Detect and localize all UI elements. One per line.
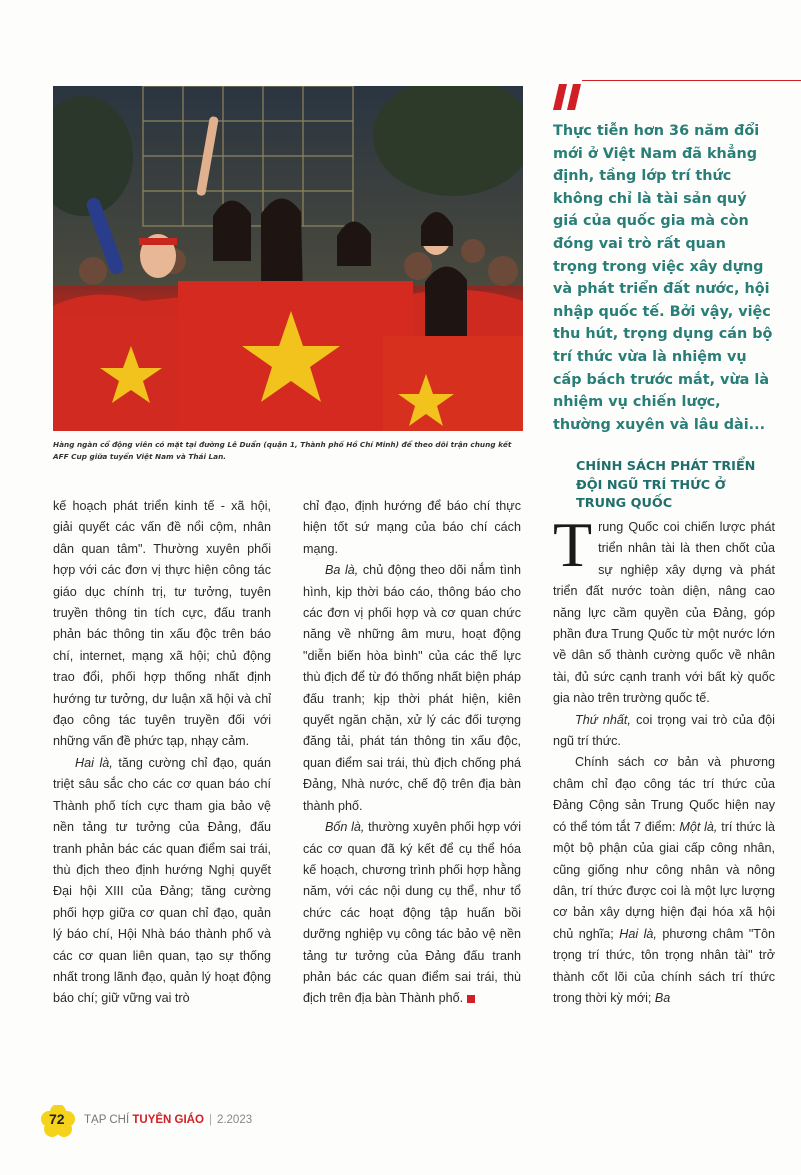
- lead-in: Ba là,: [325, 563, 359, 578]
- paragraph: [53, 753, 271, 1010]
- quote-mark-icon: [553, 84, 583, 110]
- paragraph-text: thường xuyên phối hợp với các cơ quan đã ký kết để cụ thể hóa kế hoạch, chương trình phối hợp hằng năm, với các nội dung cụ thể, như tổ chức các hoạt động tập huấn bồi dưỡng nghiệp vụ công tác bảo vệ nền tảng tư tưởng của Đảng đấu tranh phản bác các quan điểm sai trái, thù địch trên địa bàn Thành phố.: [303, 820, 521, 1006]
- issue-number: 2.2023: [216, 1114, 253, 1126]
- section-heading: CHÍNH SÁCH PHÁT TRIỂN ĐỘI NGŨ TRÍ THỨC Ở TRUNG QUỐC: [576, 459, 756, 511]
- article-column-3: [553, 509, 776, 1009]
- paragraph: [303, 560, 521, 817]
- magazine-name: [84, 1114, 252, 1126]
- article-column-1: [53, 496, 271, 1010]
- article-photo: [53, 86, 523, 431]
- lead-in: Hai là,: [75, 755, 113, 770]
- paragraph: [303, 817, 521, 1010]
- lead-in: Một là,: [679, 819, 718, 834]
- separator: |: [208, 1114, 212, 1126]
- end-of-article-mark: [467, 995, 475, 1003]
- page-number: 72: [49, 1111, 65, 1127]
- drop-cap: T: [553, 509, 593, 580]
- lead-in: Hai là,: [619, 926, 657, 941]
- pull-quote: Thực tiễn hơn 36 năm đổi mới ở Việt Nam đã khẳng định, tầng lớp trí thức không chỉ là tài sản quý giá của quốc gia mà còn đóng vai trò rất quan trọng trong việc xây dựng và phát triển đất nước, hội nhập quốc tế. Bởi vậy, việc thu hút, trọng dụng cán bộ trí thức vừa là nhiệm vụ cấp bách trước mắt, vừa là nhiệm vụ chiến lược, thường xuyên và lâu dài...: [553, 123, 773, 433]
- article-column-2: [303, 496, 521, 1010]
- paragraph-text: chủ động theo dõi nắm tình hình, kịp thời báo cáo, thông báo cho các đơn vị phối hợp và cơ quan chức năng về những âm mưu, hoạt động "diễn biến hòa bình" của các thế lực thù địch để từ đó thống nhất biện pháp đấu tranh; kịp thời phát hiện, kiên quyết ngăn chặn, xử lý các đối tượng đăng tải, phát tán thông tin xấu độc, quan điểm sai trái, thù địch chống phá Đảng, Nhà nước, chế độ trên địa bàn thành phố.: [303, 563, 521, 813]
- magazine-title: TUYÊN GIÁO: [132, 1114, 204, 1126]
- paragraph: [553, 710, 775, 753]
- paragraph: kế hoạch phát triển kinh tế - xã hội, giải quyết các vấn đề nổi cộm, nhân dân quan tâm". Thường xuyên phối hợp với các đơn vị thực hiện công tác giáo dục chính trị, tư tưởng, tuyên truyền thông tin tích cực, đấu tranh phản bác thông tin xấu độc trên báo chí, internet, mạng xã hội; chủ động trao đổi, phối hợp thống nhất định hướng tư tưởng, dư luận xã hội và chỉ đạo công tác tuyên truyền đối với những vấn đề phức tạp, nhạy cảm.: [53, 499, 271, 749]
- paragraph-text: tăng cường chỉ đạo, quán triệt sâu sắc cho các cơ quan báo chí Thành phố tích cực tham gia bảo vệ nền tảng tư tưởng của Đảng, đấu tranh phản bác các quan điểm sai trái, thù địch theo định hướng Nghị quyết Đại hội XIII của Đảng; tăng cường phối hợp giữa cơ quan chỉ đạo, quản lý báo chí, Hội Nhà báo thành phố và các cơ quan liên quan, tạo sự thống nhất trong lãnh đạo, quản lý hoạt động báo chí; giữ vững vai trò: [53, 755, 271, 1006]
- photo-caption: Hàng ngàn cổ động viên có mặt tại đường Lê Duẩn (quận 1, Thành phố Hồ Chí Minh) để theo dõi trận chung kết AFF Cup giữa tuyển Việt Nam và Thái Lan.: [53, 440, 512, 461]
- page-footer: [40, 1105, 340, 1137]
- paragraph-text: Chính sách cơ bản và phương châm chỉ đạo công tác trí thức của Đảng Cộng sản Trung Quốc hiện nay có thể tóm tắt 7 điểm:: [553, 755, 775, 834]
- paragraph-text: coi trọng vai trò của đội ngũ trí thức.: [553, 712, 775, 749]
- paragraph: [553, 509, 775, 710]
- lead-in: Thứ nhất,: [575, 712, 631, 727]
- paragraph-text: trí thức là một bộ phận của giai cấp công nhân, cũng giống như công nhân và nông dân, trí thức được coi là một lực lượng cơ bản xây dựng hiện đại hóa xã hội chủ nghĩa;: [553, 819, 776, 941]
- lead-in: Bốn là,: [325, 820, 365, 835]
- lead-in: Ba: [654, 990, 671, 1005]
- paragraph-text: rung Quốc coi chiến lược phát triển nhân tài là then chốt của sự nghiệp xây dựng và phát triển đất nước toàn diện, nâng cao năng lực cầm quyền của Đảng, góp phần đưa Trung Quốc từ một nước lớn về dân số thành cường quốc về nhân tài, đủ sức cạnh tranh với bất kỳ quốc gia nào trên trường quốc tế.: [553, 520, 775, 706]
- paragraph: chỉ đạo, định hướng để báo chí thực hiện tốt sứ mạng của báo chí cách mạng.: [303, 499, 521, 556]
- crowd-photo-illustration: [53, 86, 523, 431]
- paragraph: [553, 752, 775, 1009]
- paragraph-text: phương châm "Tôn trọng trí thức, tôn trọng nhân tài" trở thành cốt lõi của chính sách trí thức trong thời kỳ mới;: [553, 926, 775, 1005]
- magazine-prefix: TẠP CHÍ: [84, 1114, 130, 1126]
- top-rule: [582, 80, 801, 81]
